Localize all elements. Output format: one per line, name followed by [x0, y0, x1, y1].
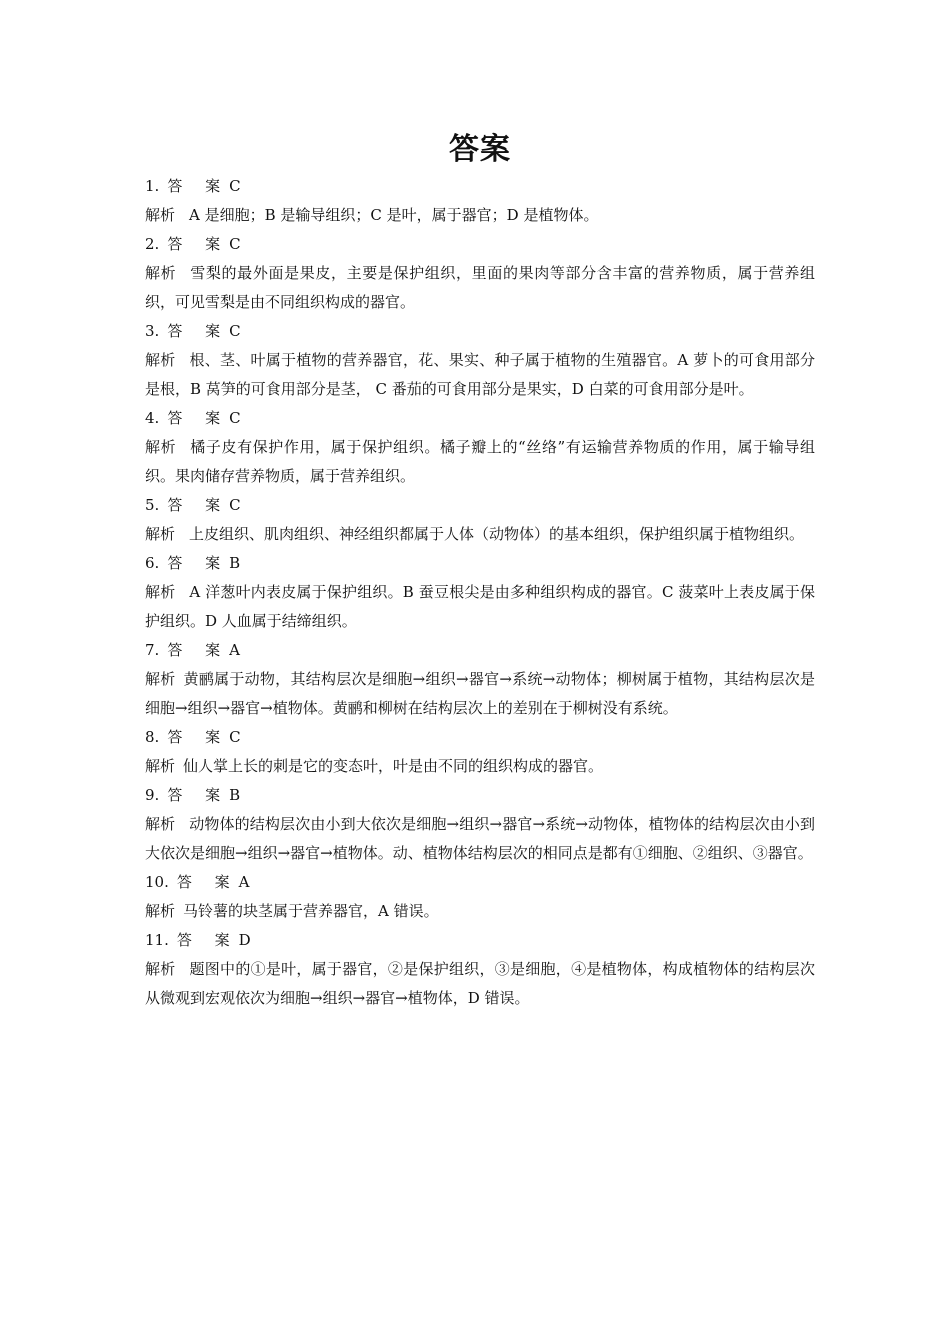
- answer-choice: C: [229, 728, 241, 746]
- analysis-body: 动物体的结构层次由小到大依次是细胞→组织→器官→系统→动物体，植物体的结构层次由小到大依次是细胞→组织→器官→植物体。动、植物体结构层次的相同点是都有①细胞、②组织、③器官。: [145, 815, 815, 862]
- item-number: 4.: [145, 409, 160, 427]
- analysis-label: 解析: [145, 815, 176, 833]
- answer-item-7: [145, 636, 815, 723]
- answer-choice: C: [229, 496, 241, 514]
- answer-choice: C: [229, 409, 241, 427]
- answer-item-11: [145, 926, 815, 1013]
- answer-line: [145, 230, 815, 259]
- answer-label: 答 案: [167, 641, 230, 659]
- analysis-body: 马铃薯的块茎属于营养器官，A 错误。: [183, 902, 439, 920]
- answer-item-4: [145, 404, 815, 491]
- answer-choice: D: [238, 931, 251, 949]
- item-number: 5.: [145, 496, 160, 514]
- answer-line: [145, 868, 815, 897]
- answer-item-10: [145, 868, 815, 926]
- analysis-text: [145, 259, 815, 317]
- analysis-body: 根、茎、叶属于植物的营养器官，花、果实、种子属于植物的生殖器官。A 萝卜的可食用部分是根，B 莴笋的可食用部分是茎， C 番茄的可食用部分是果实，D 白菜的可食用部分是叶。: [145, 351, 815, 398]
- analysis-text: [145, 810, 815, 868]
- item-number: 10.: [145, 873, 169, 891]
- analysis-text: [145, 433, 815, 491]
- analysis-label: 解析: [145, 206, 176, 224]
- answer-item-3: [145, 317, 815, 404]
- analysis-text: [145, 665, 815, 723]
- analysis-body: 黄鹂属于动物，其结构层次是细胞→组织→器官→系统→动物体；柳树属于植物，其结构层次是细胞→组织→器官→植物体。黄鹂和柳树在结构层次上的差别在于柳树没有系统。: [145, 670, 815, 717]
- answer-label: 答 案: [176, 931, 239, 949]
- answer-choice: C: [229, 322, 241, 340]
- answer-label: 答 案: [167, 409, 230, 427]
- answer-label: 答 案: [167, 322, 230, 340]
- item-number: 2.: [145, 235, 160, 253]
- analysis-text: [145, 897, 815, 926]
- answer-label: 答 案: [167, 235, 230, 253]
- answer-choice: C: [229, 235, 241, 253]
- answer-line: [145, 781, 815, 810]
- answer-label: 答 案: [167, 496, 230, 514]
- analysis-text: [145, 346, 815, 404]
- analysis-body: 上皮组织、肌肉组织、神经组织都属于人体（动物体）的基本组织，保护组织属于植物组织。: [189, 525, 805, 543]
- analysis-label: 解析: [145, 351, 176, 369]
- answer-line: [145, 172, 815, 201]
- item-number: 3.: [145, 322, 160, 340]
- analysis-body: A 洋葱叶内表皮属于保护组织。B 蚕豆根尖是由多种组织构成的器官。C 菠菜叶上表皮属于保护组织。D 人血属于结缔组织。: [145, 583, 815, 630]
- answer-item-1: [145, 172, 815, 230]
- analysis-label: 解析: [145, 438, 177, 456]
- item-number: 6.: [145, 554, 160, 572]
- page-title: 答案: [449, 132, 511, 167]
- answer-label: 答 案: [167, 728, 230, 746]
- answer-line: [145, 636, 815, 665]
- analysis-label: 解析: [145, 757, 176, 775]
- analysis-body: 仙人掌上长的刺是它的变态叶，叶是由不同的组织构成的器官。: [183, 757, 604, 775]
- analysis-label: 解析: [145, 670, 176, 688]
- analysis-label: 解析: [145, 902, 176, 920]
- answer-item-6: [145, 549, 815, 636]
- analysis-label: 解析: [145, 525, 176, 543]
- analysis-body: 题图中的①是叶，属于器官，②是保护组织，③是细胞，④是植物体，构成植物体的结构层次从微观到宏观依次为细胞→组织→器官→植物体，D 错误。: [145, 960, 815, 1007]
- answer-label: 答 案: [167, 177, 230, 195]
- answer-label: 答 案: [167, 554, 230, 572]
- answer-line: [145, 926, 815, 955]
- analysis-label: 解析: [145, 264, 177, 282]
- answer-line: [145, 549, 815, 578]
- item-number: 8.: [145, 728, 160, 746]
- analysis-body: 橘子皮有保护作用，属于保护组织。橘子瓣上的“丝络”有运输营养物质的作用，属于输导组织。果肉储存营养物质，属于营养组织。: [145, 438, 815, 485]
- analysis-body: 雪梨的最外面是果皮，主要是保护组织，里面的果肉等部分含丰富的营养物质，属于营养组织，可见雪梨是由不同组织构成的器官。: [145, 264, 815, 311]
- answer-line: [145, 404, 815, 433]
- analysis-text: [145, 520, 815, 549]
- answer-item-2: [145, 230, 815, 317]
- item-number: 11.: [145, 931, 169, 949]
- answer-choice: B: [229, 554, 241, 572]
- item-number: 9.: [145, 786, 160, 804]
- analysis-label: 解析: [145, 960, 176, 978]
- answer-choice: A: [229, 641, 240, 659]
- analysis-text: [145, 752, 815, 781]
- answer-item-9: [145, 781, 815, 868]
- answer-choice: C: [229, 177, 241, 195]
- answer-line: [145, 723, 815, 752]
- answer-line: [145, 491, 815, 520]
- answer-sheet: [145, 128, 815, 1013]
- answer-label: 答 案: [176, 873, 239, 891]
- analysis-text: [145, 201, 815, 230]
- analysis-label: 解析: [145, 583, 176, 601]
- item-number: 7.: [145, 641, 160, 659]
- analysis-text: [145, 578, 815, 636]
- answer-line: [145, 317, 815, 346]
- answer-item-8: [145, 723, 815, 781]
- answer-item-5: [145, 491, 815, 549]
- analysis-body: A 是细胞；B 是输导组织；C 是叶，属于器官；D 是植物体。: [189, 206, 599, 224]
- answer-choice: A: [238, 873, 250, 891]
- answer-label: 答 案: [167, 786, 230, 804]
- item-number: 1.: [145, 177, 160, 195]
- answer-choice: B: [229, 786, 241, 804]
- analysis-text: [145, 955, 815, 1013]
